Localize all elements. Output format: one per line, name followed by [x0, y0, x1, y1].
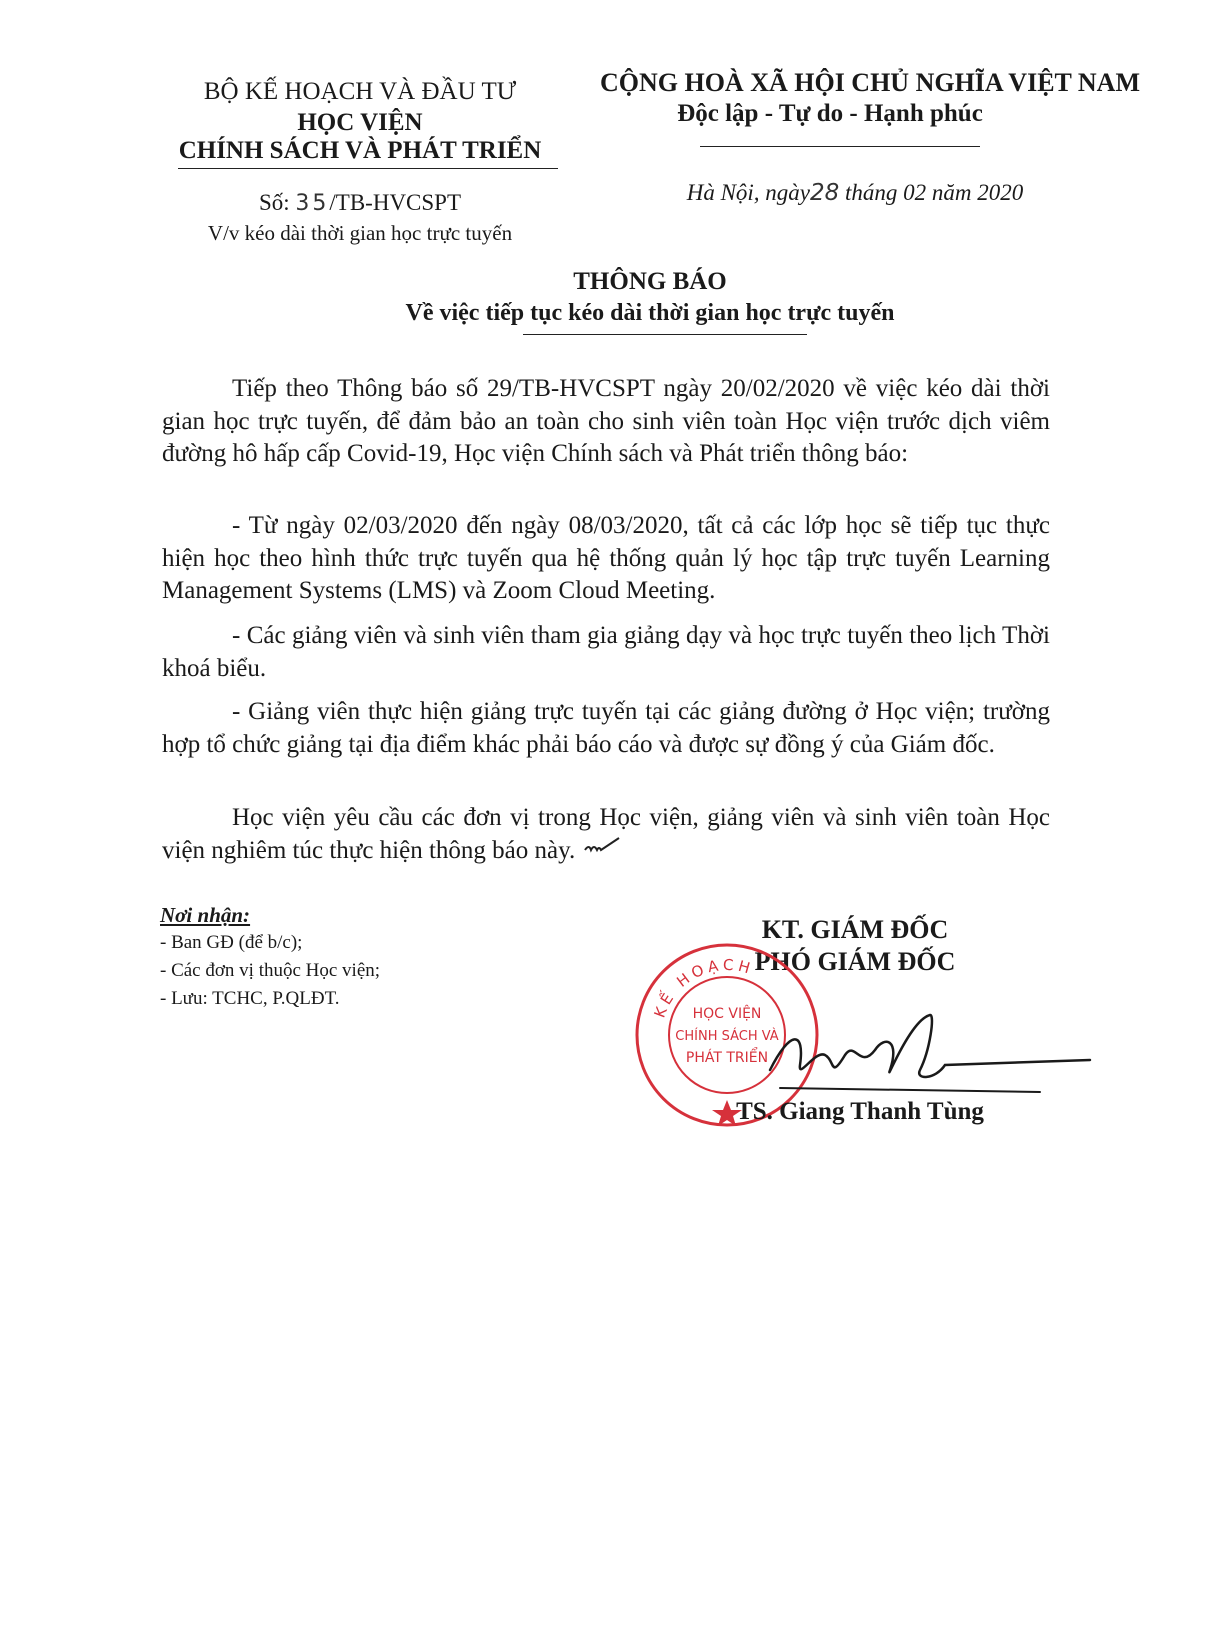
closing-paragraph — [162, 802, 1050, 867]
doc-number-handwritten: 35 — [295, 191, 330, 216]
body-paragraph: Tiếp theo Thông báo số 29/TB-HVCSPT ngày 20/02/2020 về việc kéo dài thời gian học trực tuyến, để đảm bảo an toàn cho sinh viên toàn Học viện trước dịch viêm đường hô hấp cấp Covid-19, Học viện Chính sách và Phát triển thông báo: — [162, 375, 1050, 467]
recipients-label — [160, 903, 250, 928]
date-suffix: tháng 02 năm 2020 — [845, 180, 1024, 205]
date-line — [585, 180, 1125, 206]
signatory-title: PHÓ GIÁM ĐỐC — [754, 947, 956, 976]
recipient-item: - Ban GĐ (để b/c); — [160, 932, 303, 953]
header-right-divider — [700, 146, 980, 147]
header-left-divider — [178, 168, 558, 169]
academy-name-line1: HỌC VIỆN — [297, 109, 423, 136]
stamp-line1: HỌC VIỆN — [692, 1006, 762, 1022]
body-paragraph: - Các giảng viên và sinh viên tham gia giảng dạy và học trực tuyến theo lịch Thời khoá biểu. — [162, 622, 1050, 682]
notice-subtitle: Về việc tiếp tục kéo dài thời gian học trực tuyến — [405, 300, 895, 326]
closing-text: Học viện yêu cầu các đơn vị trong Học viện, giảng viên và sinh viên toàn Học viện nghiêm túc thực hiện thông báo này. — [162, 804, 1050, 864]
initial-mark-icon — [583, 836, 623, 858]
document-number — [150, 190, 570, 216]
republic-name: CỘNG HOÀ XÃ HỘI CHỦ NGHĨA VIỆT NAM — [599, 68, 1141, 97]
handwritten-signature-icon — [760, 1010, 1100, 1100]
stamp-ring-text: KẾ HOẠCH — [650, 955, 756, 1021]
notice-title: THÔNG BÁO — [573, 268, 727, 295]
signer-name: TS. Giang Thanh Tùng — [736, 1098, 984, 1125]
document-subject: V/v kéo dài thời gian học trực tuyến — [207, 221, 513, 245]
date-prefix: Hà Nội, ngày — [686, 180, 811, 205]
signatory-role: KT. GIÁM ĐỐC — [761, 915, 949, 944]
subtitle-underline — [523, 334, 807, 335]
recipient-item: - Lưu: TCHC, P.QLĐT. — [160, 988, 340, 1009]
recipients-label-text: Nơi nhận: — [160, 903, 251, 927]
academy-name-line2: CHÍNH SÁCH VÀ PHÁT TRIỂN — [178, 137, 542, 164]
body-paragraph: - Từ ngày 02/03/2020 đến ngày 08/03/2020, tất cả các lớp học sẽ tiếp tục thực hiện học theo hình thức trực tuyến qua hệ thống quản lý học tập trực tuyến Learning Management Systems (LMS) và Zoom Cloud Meeting. — [162, 512, 1050, 604]
stamp-line3: PHÁT TRIỂN — [685, 1050, 769, 1066]
stamp-line2: CHÍNH SÁCH VÀ — [675, 1029, 779, 1044]
doc-number-suffix: /TB-HVCSPT — [329, 190, 462, 215]
doc-number-prefix: Số: — [258, 190, 290, 215]
recipient-item: - Các đơn vị thuộc Học viện; — [160, 960, 381, 981]
body-paragraph: - Giảng viên thực hiện giảng trực tuyến tại các giảng đường ở Học viện; trường hợp tổ chức giảng tại địa điểm khác phải báo cáo và được sự đồng ý của Giám đốc. — [162, 698, 1050, 758]
ministry-name: BỘ KẾ HOẠCH VÀ ĐẦU TƯ — [203, 78, 517, 105]
national-motto: Độc lập - Tự do - Hạnh phúc — [677, 100, 983, 127]
date-day-handwritten: 28 — [810, 180, 840, 206]
